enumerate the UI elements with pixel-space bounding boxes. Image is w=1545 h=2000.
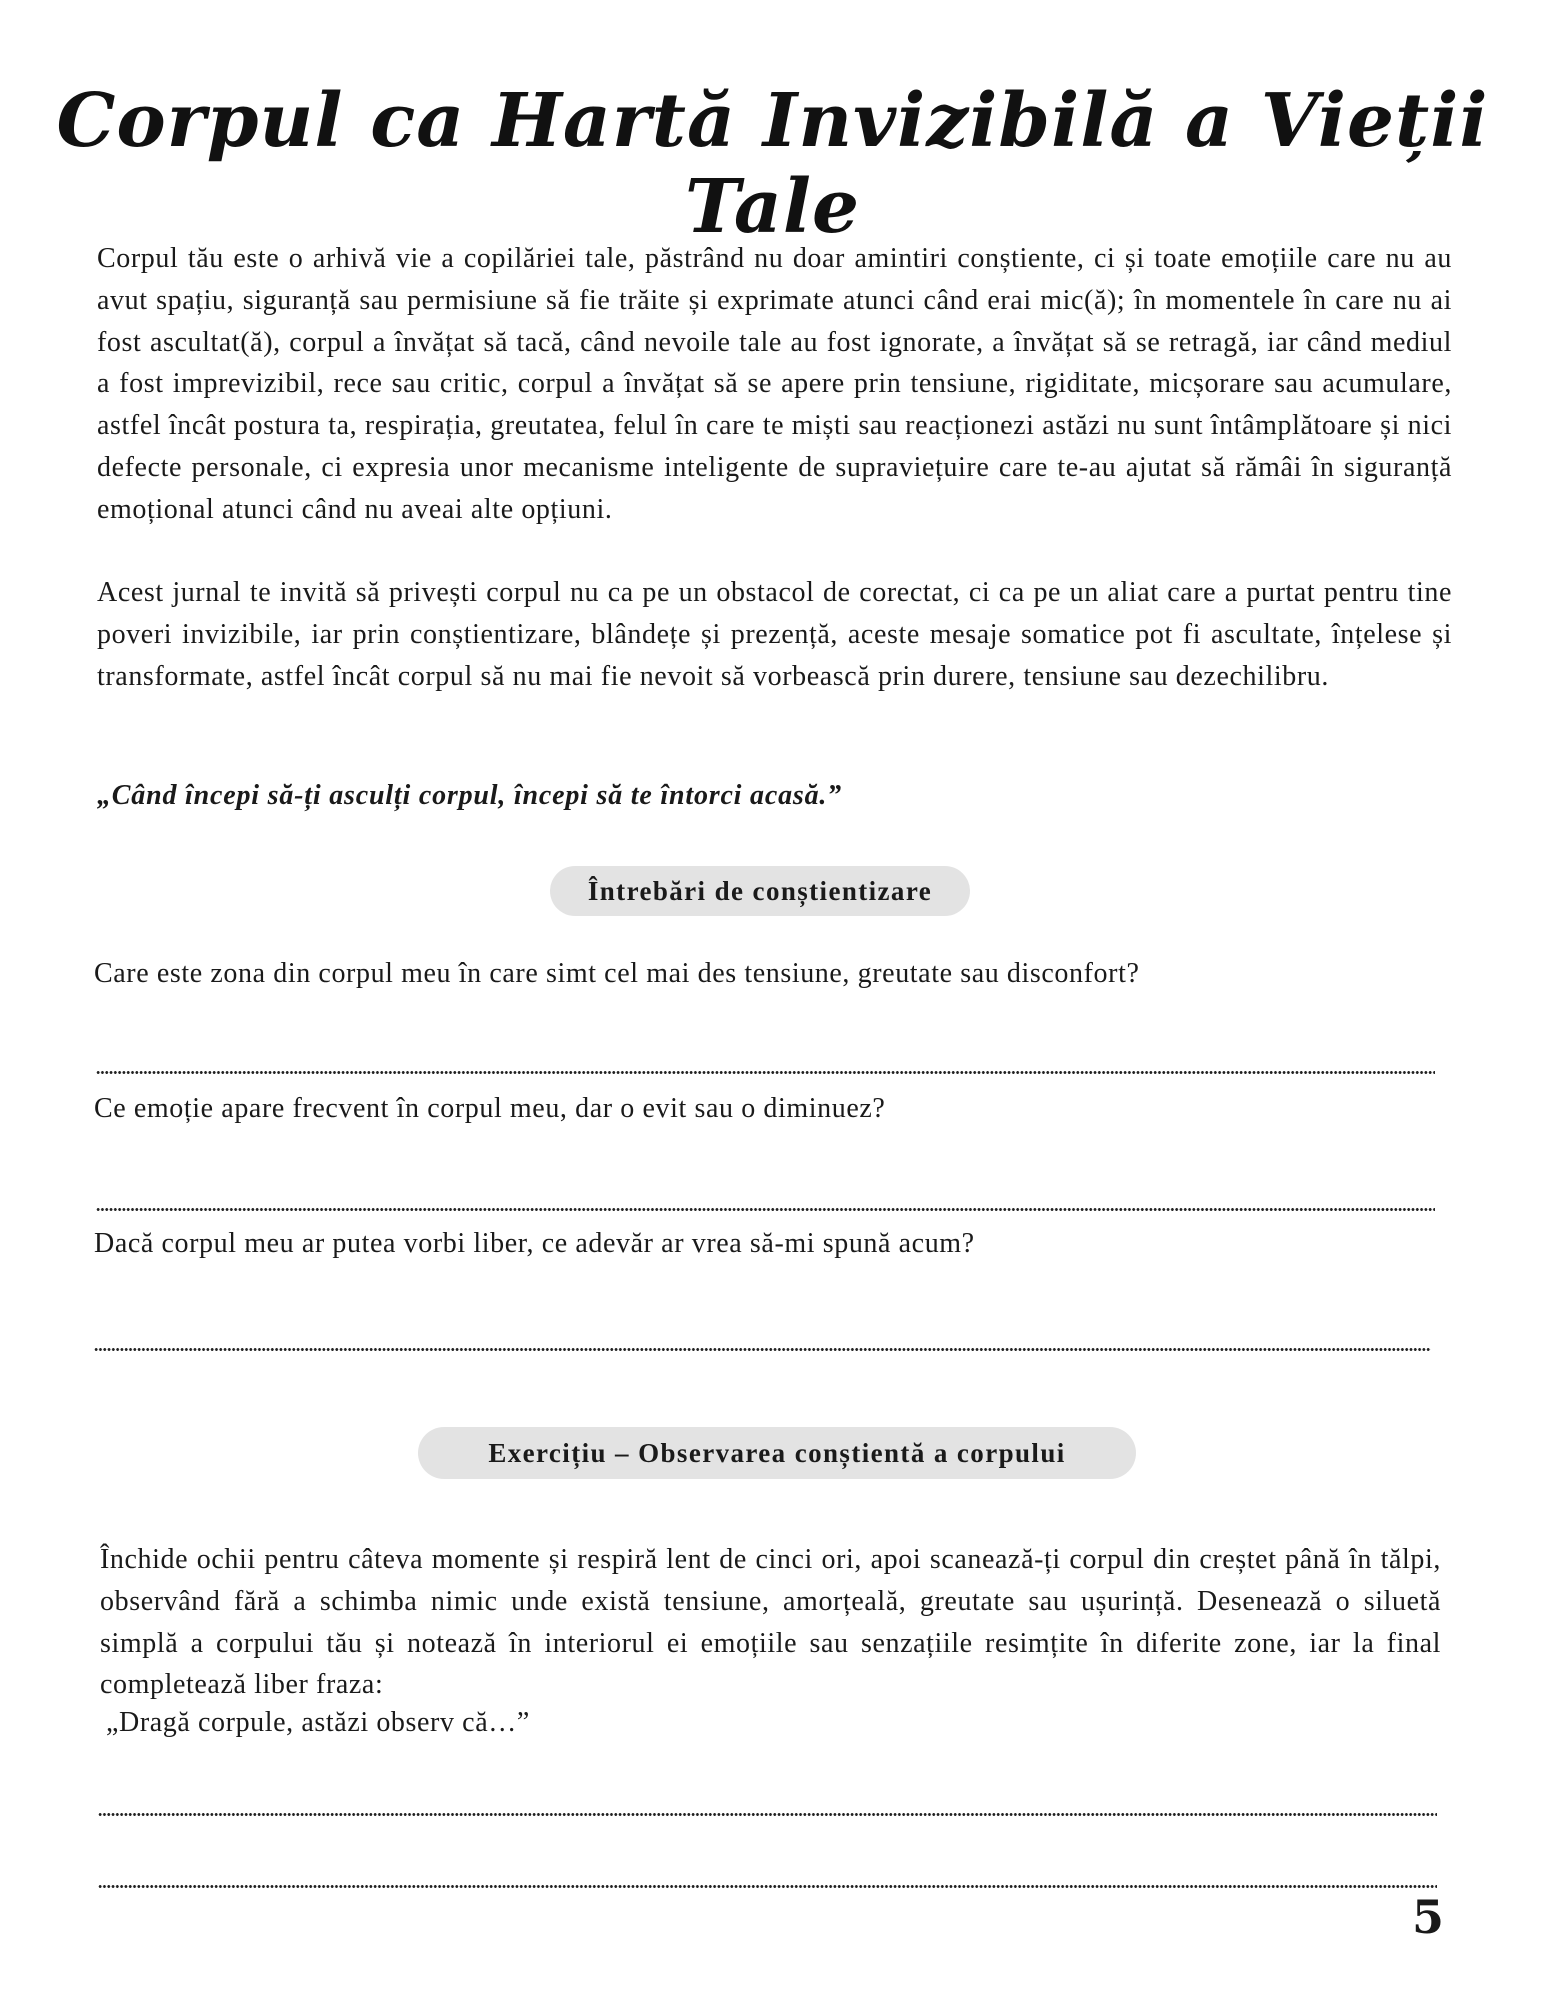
exercise-heading (418, 1427, 1136, 1479)
question-3: Dacă corpul meu ar putea vorbi liber, ce adevăr ar vrea să-mi spună acum? (94, 1228, 975, 1259)
exercise-prompt: „Dragă corpule, astăzi observ că…” (106, 1707, 530, 1738)
answer-line-2[interactable] (96, 1207, 1435, 1212)
intro-paragraph-1: Corpul tău este o arhivă vie a copilăriei tale, păstrând nu doar amintiri conștiente, ci și toate emoțiile care nu au avut spațiu, siguranță sau permisiune să fie trăite și exprimate atunci când erai mic(ă); în momentele în care nu ai fost ascultat(ă), corpul a învățat să tacă, când nevoile tale au fost ignorate, a învățat să se retragă, iar când mediul a fost imprevizibil, rece sau critic, corpul a învățat să se apere prin tensiune, rigiditate, micșorare sau acumulare, astfel încât postura ta, respirația, greutatea, felul în care te miști sau reacționezi astăzi nu sunt întâmplătoare și nici defecte personale, ci expresia unor mecanisme inteligente de supraviețuire care te-au ajutat să rămâi în siguranță emoțional atunci când nu aveai alte opțiuni. (97, 243, 1452, 525)
awareness-heading-label: Întrebări de conștientizare (587, 875, 933, 906)
intro-quote: „Când începi să-ți asculți corpul, începi să te întorci acasă.” (97, 780, 842, 811)
answer-line-1[interactable] (96, 1070, 1435, 1075)
answer-line-4[interactable] (98, 1812, 1437, 1817)
page-title: Corpul ca Hartă Invizibilă a Vieții Tale (56, 78, 1489, 250)
awareness-heading (550, 866, 970, 916)
page-number: 5 (1412, 1890, 1445, 1944)
answer-line-3[interactable] (94, 1347, 1431, 1352)
answer-line-5[interactable] (98, 1884, 1437, 1889)
question-2: Ce emoție apare frecvent în corpul meu, dar o evit sau o diminuez? (94, 1093, 886, 1124)
exercise-heading-label: Exercițiu – Observarea conștientă a corpului (488, 1437, 1066, 1468)
intro-paragraph-2: Acest jurnal te invită să privești corpul nu ca pe un obstacol de corectat, ci ca pe un aliat care a purtat pentru tine poveri invizibile, iar prin conștientizare, blândețe și prezență, aceste mesaje somatice pot fi ascultate, înțelese și transformate, astfel încât corpul să nu mai fie nevoit să vorbească prin durere, tensiune sau dezechilibru. (97, 577, 1452, 692)
exercise-text: Închide ochii pentru câteva momente și respiră lent de cinci ori, apoi scanează-ți corpul din creștet până în tălpi, observând fără a schimba nimic unde există tensiune, amorțeală, greutate sau ușurință. Desenează o siluetă simplă a corpului tău și notează în interiorul ei emoțiile sau senzațiile resimțite în diferite zone, iar la final completează liber fraza: (100, 1544, 1441, 1701)
question-1: Care este zona din corpul meu în care simt cel mai des tensiune, greutate sau disconfort? (94, 958, 1140, 989)
